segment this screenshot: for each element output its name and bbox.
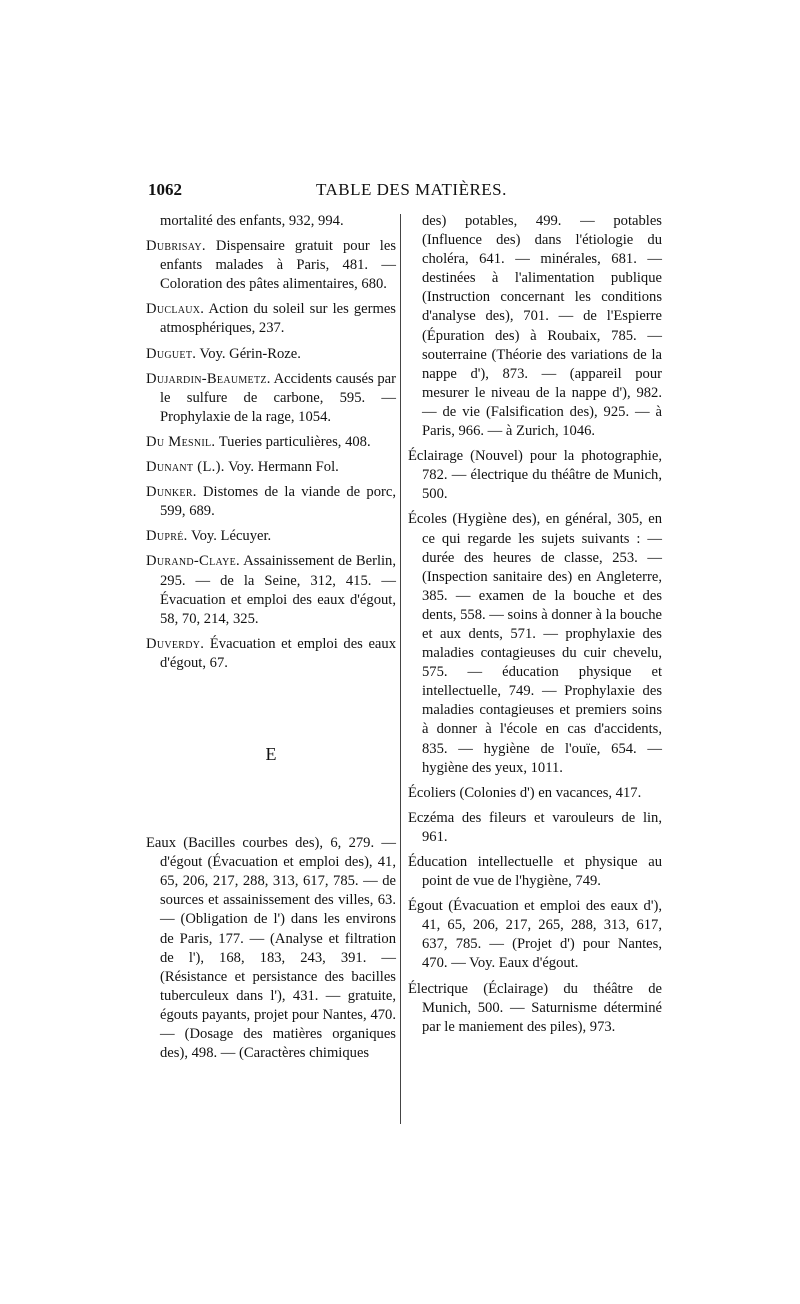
index-entry — [146, 834, 396, 1063]
entry-text: Voy. Hermann Fol. — [224, 459, 339, 476]
entry-text: Voy. Lécuyer. — [187, 528, 272, 545]
index-entry — [146, 458, 396, 477]
entry-text: Électrique (Éclairage) du théâtre de Munich, 500. — Saturnisme déterminé par le maniement des piles), 973. — [408, 980, 662, 1035]
index-entry — [146, 635, 396, 673]
index-entry — [408, 897, 662, 973]
index-entry — [408, 809, 662, 847]
entry-text: Éclairage (Nouvel) pour la photographie, 782. — électrique du théâtre de Munich, 500. — [408, 448, 662, 503]
entry-text: Assainissement de Berlin, 295. — de la Seine, 312, 415. — Évacuation et emploi des eaux d'égout, 58, 70, 214, 325. — [160, 553, 396, 627]
index-entry — [408, 510, 662, 777]
index-entry — [146, 212, 396, 231]
entry-text: Éducation intellectuelle et physique au point de vue de l'hygiène, 749. — [408, 854, 662, 890]
index-entry — [146, 370, 396, 427]
page-header — [148, 180, 658, 206]
entry-text: Voy. Gérin-Roze. — [196, 345, 301, 362]
page-number: 1062 — [148, 180, 182, 199]
entry-heading: Dupré. — [146, 528, 188, 545]
entry-text: des) potables, 499. — potables (Influence des) dans l'étiologie du choléra, 641. — minérales, 681. — destinées à l'alimentation publique (Instruction concernant les conditions d'analyse des), 701. — de l'Espierre (Épuration des) à Roubaix, 785. — souterraine (Théorie des variations de la nappe d'), 873. — (appareil pour mesurer le niveau de la nappe d'), 982. — de vie (Falsification des), 925. — à Paris, 966. — à Zurich, 1046. — [422, 213, 662, 440]
section-letter-e: E — [265, 743, 277, 764]
entry-text: Accidents causés par le sulfure de carbone, 595. — Prophylaxie de la rage, 1054. — [160, 370, 396, 425]
entry-text: Eaux (Bacilles courbes des), 6, 279. — d'égout (Évacuation et emploi des), 41, 65, 206, 217, 288, 313, 617, 785. — de sources et assainissement des villes, 63. — (Obligation de l') dans les environs de Paris, 177. — (Analyse et filtration de l'), 168, 183, 243, 391. — (Résistance et persistance des bacilles tuberculeux dans l'), 431. — gratuite, égouts payants, projet pour Nantes, 470. — (Dosage des matières organiques des), 498. — (Caractères chimiques — [146, 835, 396, 1062]
entry-text: Distomes de la viande de porc, 599, 689. — [160, 484, 396, 520]
entry-text: mortalité des enfants, 932, 994. — [160, 213, 344, 229]
index-entry — [146, 345, 396, 364]
entry-heading: Dubrisay. — [146, 238, 206, 255]
entry-heading: Dunant (L.). — [146, 459, 225, 476]
entry-heading: Duguet. — [146, 345, 197, 362]
left-column — [146, 212, 396, 1069]
entry-text: Tueries particulières, 408. — [215, 433, 371, 450]
index-entry — [146, 433, 396, 452]
left-entries-e — [146, 834, 396, 1063]
index-entry — [146, 552, 396, 628]
entry-text: Action du soleil sur les germes atmosphériques, 237. — [160, 301, 396, 337]
index-entry — [408, 853, 662, 891]
entry-heading: Duverdy. — [146, 635, 205, 652]
entry-heading: Dunker. — [146, 484, 197, 501]
entry-text: Eczéma des fileurs et varouleurs de lin, 961. — [408, 809, 662, 845]
index-entry — [146, 527, 396, 546]
index-entry — [408, 980, 662, 1037]
column-divider — [400, 214, 401, 1124]
entry-heading: Dujardin-Beaumetz. — [146, 370, 271, 387]
entry-text: Dispensaire gratuit pour les enfants malades à Paris, 481. — Coloration des pâtes alimentaires, 680. — [160, 238, 396, 293]
index-entry — [146, 300, 396, 338]
right-column — [408, 212, 662, 1043]
index-entry — [408, 784, 662, 803]
index-entry — [146, 483, 396, 521]
left-entries-d — [146, 212, 396, 673]
entry-heading: Du Mesnil. — [146, 433, 216, 450]
entry-text: Égout (Évacuation et emploi des eaux d'), 41, 65, 206, 217, 265, 288, 313, 617, 637, 785. — (Projet d') pour Nantes, 470. — Voy. Eaux d'égout. — [408, 898, 662, 972]
entry-heading: Duclaux. — [146, 301, 205, 318]
entry-text: Écoles (Hygiène des), en général, 305, en ce qui regarde les sujets suivants : — durée des heures de classe, 253. — (Inspection sanitaire des) en Angleterre, 385. — examen de la bouche et des dents, 558. — soins à donner à la bouche et aux dents, 571. — prophylaxie des maladies contagieuses du cuir chevelu, 575. — éducation physique et intellectuelle, 749. — Prophylaxie des maladies contagieuses et premiers soins à donner à l'école en cas d'accidents, 835. — hygiène de l'ouïe, 654. — hygiène des yeux, 1011. — [408, 511, 662, 776]
entry-text: Évacuation et emploi des eaux d'égout, 67. — [160, 635, 396, 671]
running-title: TABLE DES MATIÈRES. — [316, 180, 507, 199]
index-entry — [408, 212, 662, 441]
entry-text: Écoliers (Colonies d') en vacances, 417. — [408, 784, 642, 801]
index-entry — [146, 237, 396, 294]
entry-heading: Durand-Claye. — [146, 553, 240, 570]
index-entry — [408, 447, 662, 504]
